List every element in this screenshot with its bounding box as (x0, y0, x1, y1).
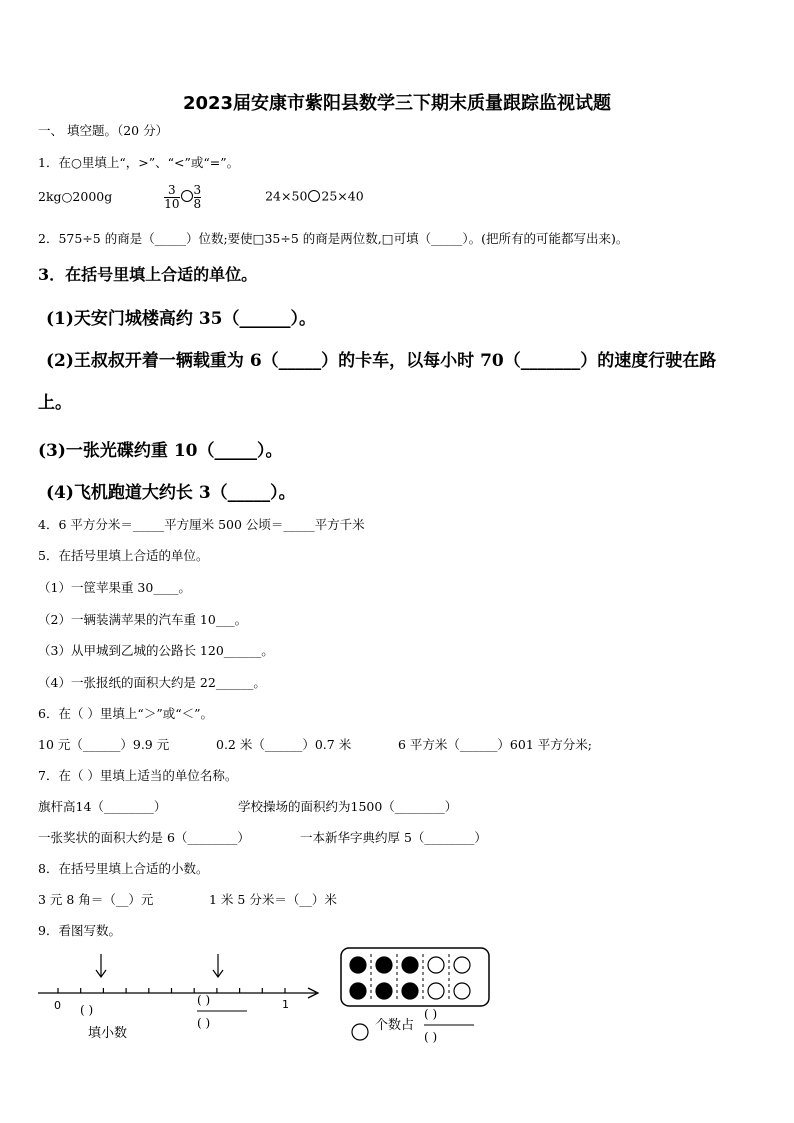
filled-dot (376, 983, 392, 999)
question-3-sub-2: (2)王叔叔开着一辆载重为 6（_____）的卡车，以每小时 70（_______）的速度行驶在路 (46, 351, 717, 371)
question-3-sub-2-cont: 上。 (38, 393, 72, 413)
filled-dot (402, 983, 418, 999)
answer-paren-1[interactable]: ( ) (80, 1003, 94, 1017)
question-5-sub-3: （3）从甲城到乙城的公路长 120______。 (38, 643, 274, 658)
filled-dot (402, 957, 418, 973)
question-4: 4．6 平方分米＝_____平方厘米 500 公顷＝_____平方千米 (38, 517, 365, 532)
question-9-stem: 9．看图写数。 (38, 923, 121, 938)
question-3-sub-4: (4)飞机跑道大约长 3（_____）。 (46, 483, 296, 503)
section-heading: 一、 填空题。（20 分） (38, 123, 169, 138)
circle-array (341, 948, 489, 1006)
q1-item-a: 2kg○2000g (38, 188, 113, 204)
question-8-stem: 8．在括号里填上合适的小数。 (38, 861, 209, 876)
question-3-sub-1: (1)天安门城楼高约 35（______）。 (46, 309, 316, 329)
question-7-b: 学校操场的面积约为1500（________） (238, 799, 458, 814)
question-2: 2．575÷5 的商是（_____）位数;要使□35÷5 的商是两位数,□可填（_____）。(把所有的可能都写出来)。 (38, 231, 629, 246)
fill-decimal-label: 填小数 (88, 1026, 128, 1041)
page-title: 2023届安康市紫阳县数学三下期末质量跟踪监视试题 (182, 93, 612, 114)
empty-dot (428, 957, 444, 973)
arrow-marker-1 (96, 954, 106, 977)
question-7-stem: 7．在（ ）里填上适当的单位名称。 (38, 768, 238, 783)
fraction-paren-bottom[interactable]: ( ) (197, 1016, 211, 1030)
fraction-denominator: 10 (164, 196, 180, 211)
share-paren-bottom[interactable]: ( ) (424, 1030, 438, 1044)
tick-label-0: 0 (54, 999, 61, 1012)
q1-item-c-right: 25×40 (321, 188, 364, 204)
question-6-stem: 6．在（ ）里填上“＞”或“＜”。 (38, 706, 213, 721)
question-3-stem: 3．在括号里填上合适的单位。 (38, 265, 258, 284)
fraction-numerator: 3 (168, 183, 176, 197)
count-share-label: 个数占 (375, 1018, 415, 1033)
fraction-numerator: 3 (193, 183, 202, 197)
question-5-sub-2: （2）一辆装满苹果的汽车重 10___。 (38, 612, 248, 627)
answer-circle[interactable] (352, 1024, 368, 1040)
filled-dot (350, 957, 366, 973)
question-7-c: 一张奖状的面积大约是 6（________） (38, 830, 250, 845)
empty-dot (428, 983, 444, 999)
question-5-stem: 5．在括号里填上合适的单位。 (38, 548, 209, 563)
question-1-stem: 1．在○里填上“，>”、“<”或“=”。 (38, 155, 240, 170)
question-6-a: 10 元（______）9.9 元 (38, 737, 170, 752)
filled-dot (376, 957, 392, 973)
filled-dot (350, 983, 366, 999)
question-5-sub-1: （1）一筐苹果重 30____。 (38, 580, 191, 595)
share-paren-top[interactable]: ( ) (424, 1007, 438, 1021)
fraction-denominator: 8 (193, 196, 202, 211)
arrow-marker-2 (213, 954, 223, 977)
question-7-d: 一本新华字典约厚 5（________） (300, 830, 487, 845)
dots (350, 957, 470, 999)
empty-dot (454, 983, 470, 999)
question-3-sub-3: (3)一张光碟约重 10（_____）。 (38, 441, 283, 461)
question-6-c: 6 平方米（______）601 平方分米; (398, 737, 592, 752)
question-8-b: 1 米 5 分米＝（__）米 (209, 892, 337, 907)
question-8-a: 3 元 8 角＝（__）元 (38, 892, 154, 907)
number-line-ticks (58, 988, 285, 993)
question-5-sub-4: （4）一张报纸的面积大约是 22______。 (38, 675, 266, 690)
question-7-a: 旗杆高14（________） (38, 799, 167, 814)
empty-dot (454, 957, 470, 973)
question-6-b: 0.2 米（______）0.7 米 (216, 737, 352, 752)
tick-label-1: 1 (282, 998, 289, 1011)
q1-item-c-left: 24×50 (265, 188, 308, 204)
number-line (38, 954, 318, 1041)
fraction-paren-top[interactable]: ( ) (197, 993, 211, 1007)
